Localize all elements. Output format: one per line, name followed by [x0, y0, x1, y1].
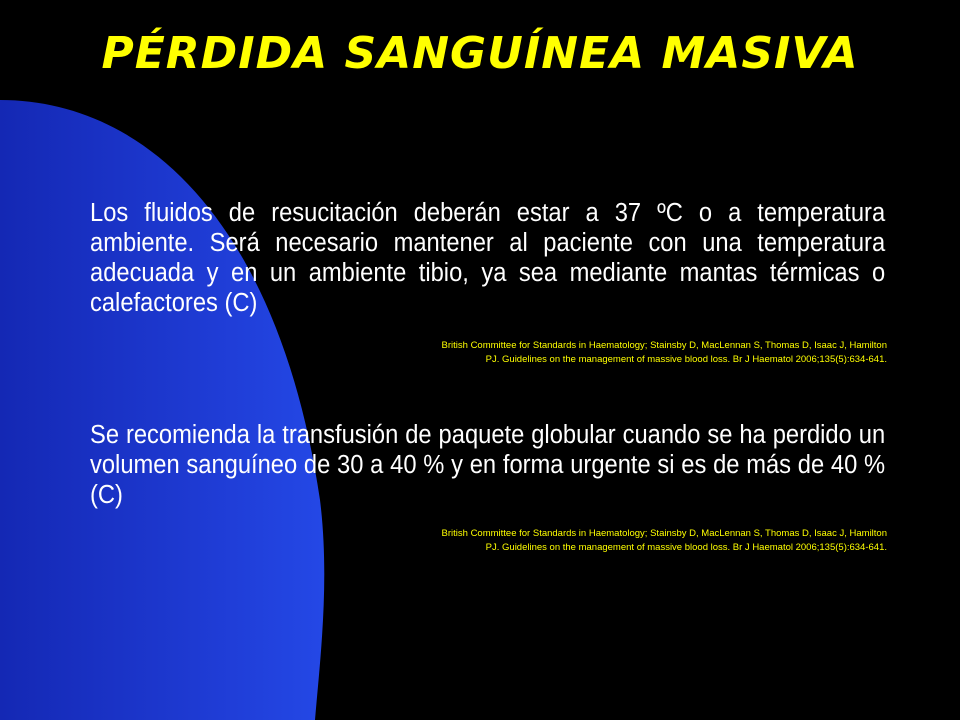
- reference-1-line-2: PJ. Guidelines on the management of massive blood loss. Br J Haematol 2006;135(5):634-641.: [485, 354, 887, 365]
- paragraph-transfusion: Se recomienda la transfusión de paquete globular cuando se ha perdido un volumen sanguíneo de 30 a 40 % y en forma urgente si es de más de 40 % (C): [90, 421, 886, 509]
- reference-1-line-1: British Committee for Standards in Haematology; Stainsby D, MacLennan S, Thomas D, Isaac J, Hamilton: [441, 340, 887, 351]
- paragraph-fluids: Los fluidos de resucitación deberán estar a 37 ºC o a temperatura ambiente. Será necesario mantener al paciente con una temperatura adecuada y en un ambiente tibio, ya sea mediante mantas térmicas o calefactores (C): [90, 199, 886, 317]
- reference-2-line-2: PJ. Guidelines on the management of massive blood loss. Br J Haematol 2006;135(5):634-641.: [485, 542, 887, 553]
- blue-curved-shape: [0, 100, 324, 720]
- reference-1: [327, 339, 887, 367]
- reference-2: [327, 527, 887, 555]
- reference-2-line-1: British Committee for Standards in Haematology; Stainsby D, MacLennan S, Thomas D, Isaac J, Hamilton: [441, 528, 887, 539]
- slide-title: PÉRDIDA SANGUÍNEA MASIVA: [101, 28, 859, 79]
